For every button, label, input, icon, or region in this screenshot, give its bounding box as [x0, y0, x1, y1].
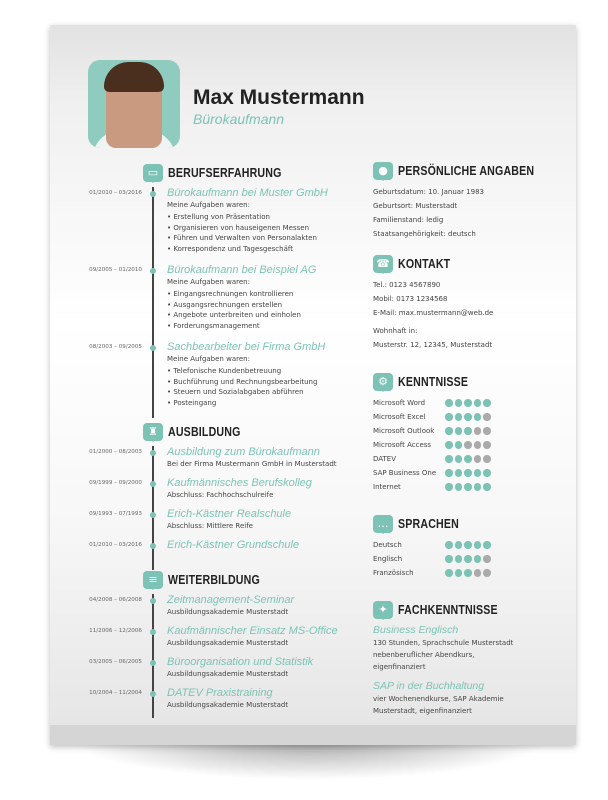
dot-filled: [474, 483, 482, 491]
timeline-entry: [50, 264, 350, 341]
expertise-line: vier Wochenendkurse, SAP Akademie: [373, 695, 504, 703]
section-title: PERSÖNLICHE ANGABEN: [398, 164, 535, 178]
lightbulb-icon: ✦: [373, 601, 393, 619]
section-header: [373, 254, 573, 274]
telephone-icon: ☎: [373, 255, 393, 273]
dot-filled: [474, 413, 482, 421]
entry-subtitle: Bei der Firma Mustermann GmbH in Musterstadt: [167, 460, 337, 468]
timeline-entry: [50, 508, 350, 539]
dot-filled: [455, 399, 463, 407]
expertise-title: Business Englisch: [373, 624, 459, 636]
dot-filled: [455, 413, 463, 421]
timeline-entry: [50, 477, 350, 508]
entry-date: 09/1999 – 09/2000: [89, 480, 142, 486]
rating-name: Microsoft Access: [373, 441, 432, 449]
dot-filled: [455, 455, 463, 463]
dot-filled: [445, 441, 453, 449]
candidate-role: Bürokaufmann: [193, 111, 285, 127]
section-education: [50, 422, 350, 570]
rating-dots: [445, 399, 491, 407]
expertise-line: Musterstadt, eigenfinanziert: [373, 707, 472, 715]
dot-filled: [445, 555, 453, 563]
profile-photo: [88, 60, 180, 148]
section-title: SPRACHEN: [398, 517, 459, 531]
entry-subtitle: Ausbildungsakademie Musterstadt: [167, 639, 289, 647]
rating-dots: [445, 541, 491, 549]
dot-empty: [483, 569, 491, 577]
entry-subtitle: Meine Aufgaben waren:: [167, 355, 250, 363]
entry-date: 09/1993 – 07/1993: [89, 511, 142, 517]
page-shadow: [70, 740, 550, 780]
entry-subtitle: Meine Aufgaben waren:: [167, 278, 250, 286]
timeline: [50, 594, 350, 718]
timeline-dot: [150, 598, 156, 604]
expertise-title: SAP in der Buchhaltung: [373, 680, 485, 692]
dot-filled: [464, 469, 472, 477]
rating-row: [373, 452, 573, 466]
address: Musterstr. 12, 12345, Musterstadt: [373, 341, 493, 349]
dot-filled: [464, 427, 472, 435]
dot-filled: [464, 399, 472, 407]
dot-filled: [445, 427, 453, 435]
dot-filled: [464, 413, 472, 421]
task-item: • Steuern und Sozialabgaben abführen: [167, 387, 350, 398]
section-contact: [373, 254, 573, 352]
dot-filled: [445, 413, 453, 421]
entry-date: 04/2008 – 06/2008: [89, 597, 142, 603]
info-line: Geburtsdatum: 10. Januar 1983: [373, 188, 484, 196]
timeline-dot: [150, 543, 156, 549]
graduation-cap-icon: ♜: [143, 423, 163, 441]
dot-empty: [464, 441, 472, 449]
section-title: FACHKENNTNISSE: [398, 603, 498, 617]
rating-row: [373, 466, 573, 480]
timeline-entry: [50, 687, 350, 718]
task-item: • Führen und Verwalten von Personalakten: [167, 233, 350, 244]
expertise-line: nebenberuflicher Abendkurs,: [373, 651, 475, 659]
entry-date: 01/2000 – 08/2003: [89, 449, 142, 455]
dot-filled: [474, 399, 482, 407]
dot-filled: [483, 399, 491, 407]
section-title: KONTAKT: [398, 257, 451, 271]
dot-filled: [483, 469, 491, 477]
entry-date: 10/2004 – 11/2004: [89, 690, 142, 696]
section-title: WEITERBILDUNG: [168, 573, 260, 587]
section-training: [50, 570, 350, 718]
rating-dots: [445, 469, 491, 477]
dot-filled: [455, 555, 463, 563]
timeline-dot: [150, 691, 156, 697]
dot-empty: [483, 427, 491, 435]
task-item: • Eingangsrechnungen kontrollieren: [167, 289, 350, 300]
task-item: • Telefonische Kundenbetreuung: [167, 366, 350, 377]
rating-name: Microsoft Outlook: [373, 427, 435, 435]
timeline-dot: [150, 191, 156, 197]
entry-title: DATEV Praxistraining: [167, 687, 273, 699]
section-header: [143, 570, 350, 590]
section-header: [373, 600, 573, 620]
rating-row: [373, 566, 573, 580]
dot-filled: [464, 483, 472, 491]
rating-row: [373, 538, 573, 552]
info-line: Mobil: 0173 1234568: [373, 295, 448, 303]
section-header: [143, 422, 350, 442]
timeline-entry: [50, 539, 350, 570]
entry-title: Ausbildung zum Bürokaufmann: [167, 446, 320, 458]
task-item: • Ausgangsrechnungen erstellen: [167, 300, 350, 311]
dot-filled: [464, 541, 472, 549]
task-item: • Angebote unterbreiten und einholen: [167, 310, 350, 321]
dot-filled: [483, 541, 491, 549]
expertise-item: [373, 624, 573, 673]
entry-date: 11/2006 – 12/2006: [89, 628, 142, 634]
rating-name: Internet: [373, 483, 401, 491]
dot-filled: [455, 569, 463, 577]
rating-row: [373, 424, 573, 438]
entry-subtitle: Ausbildungsakademie Musterstadt: [167, 608, 289, 616]
entry-subtitle: Ausbildungsakademie Musterstadt: [167, 701, 289, 709]
entry-title: Erich-Kästner Realschule: [167, 508, 292, 520]
dot-filled: [445, 455, 453, 463]
dot-filled: [455, 469, 463, 477]
timeline-dot: [150, 481, 156, 487]
rating-dots: [445, 441, 491, 449]
dot-filled: [455, 483, 463, 491]
timeline-dot: [150, 450, 156, 456]
rating-dots: [445, 483, 491, 491]
dot-filled: [474, 469, 482, 477]
dot-filled: [464, 555, 472, 563]
dot-filled: [464, 569, 472, 577]
dot-empty: [474, 427, 482, 435]
entry-subtitle: Abschluss: Mittlere Reife: [167, 522, 253, 530]
timeline-entry: [50, 187, 350, 264]
rating-list: [373, 538, 573, 580]
books-icon: ≡: [143, 571, 163, 589]
section-experience: [50, 163, 350, 418]
dot-filled: [445, 483, 453, 491]
rating-name: Englisch: [373, 555, 403, 563]
dot-filled: [455, 427, 463, 435]
entry-title: Zeitmanagement-Seminar: [167, 594, 295, 606]
timeline-dot: [150, 629, 156, 635]
rating-name: DATEV: [373, 455, 396, 463]
address-label: Wohnhaft in:: [373, 327, 418, 335]
dot-empty: [483, 455, 491, 463]
candidate-name: Max Mustermann: [193, 86, 365, 109]
dot-filled: [455, 441, 463, 449]
entry-title: Erich-Kästner Grundschule: [167, 539, 300, 551]
entry-date: 01/2010 – 03/2016: [89, 190, 142, 196]
section-header: [373, 161, 573, 181]
section-skills: [373, 372, 573, 494]
rating-row: [373, 438, 573, 452]
rating-name: Microsoft Word: [373, 399, 426, 407]
dot-empty: [474, 455, 482, 463]
section-header: [373, 372, 573, 392]
entry-subtitle: Abschluss: Fachhochschulreife: [167, 491, 274, 499]
info-line: Staatsangehörigkeit: deutsch: [373, 230, 476, 238]
timeline-entry: [50, 446, 350, 477]
timeline-entry: [50, 656, 350, 687]
expertise-line: eigenfinanziert: [373, 663, 426, 671]
dot-empty: [483, 413, 491, 421]
info-line: Familienstand: ledig: [373, 216, 444, 224]
dot-empty: [483, 441, 491, 449]
section-title: BERUFSERFAHRUNG: [168, 166, 282, 180]
speech-bubble-icon: …: [373, 515, 393, 533]
info-line: E-Mail: max.mustermann@web.de: [373, 309, 494, 317]
rating-list: [373, 396, 573, 494]
dot-filled: [455, 541, 463, 549]
rating-dots: [445, 413, 491, 421]
timeline-entry: [50, 594, 350, 625]
footer-bar: [50, 725, 576, 745]
task-list: [167, 212, 350, 254]
expertise-line: 130 Stunden, Sprachschule Musterstadt: [373, 639, 514, 647]
entry-title: Bürokaufmann bei Muster GmbH: [167, 187, 328, 199]
entry-date: 08/2003 – 09/2005: [89, 344, 142, 350]
entry-date: 03/2005 – 06/2005: [89, 659, 142, 665]
task-item: • Buchführung und Rechnungsbearbeitung: [167, 377, 350, 388]
dot-filled: [445, 399, 453, 407]
rating-dots: [445, 455, 491, 463]
entry-title: Büroorganisation und Statistik: [167, 656, 314, 668]
rating-name: Microsoft Excel: [373, 413, 426, 421]
rating-row: [373, 552, 573, 566]
task-item: • Forderungsmanagement: [167, 321, 350, 332]
dot-empty: [483, 555, 491, 563]
rating-dots: [445, 427, 491, 435]
entry-title: Kaufmännischer Einsatz MS-Office: [167, 625, 338, 637]
section-languages: [373, 514, 573, 580]
rating-row: [373, 480, 573, 494]
task-item: • Erstellung von Präsentation: [167, 212, 350, 223]
task-item: • Organisieren von hauseigenen Messen: [167, 223, 350, 234]
section-expertise: [373, 600, 573, 717]
entry-title: Bürokaufmann bei Beispiel AG: [167, 264, 317, 276]
timeline-dot: [150, 660, 156, 666]
rating-name: SAP Business One: [373, 469, 437, 477]
timeline-dot: [150, 512, 156, 518]
dot-empty: [474, 569, 482, 577]
rating-dots: [445, 569, 491, 577]
section-header: [373, 514, 573, 534]
task-item: • Korrespondenz und Tagesgeschäft: [167, 244, 350, 255]
timeline-entry: [50, 625, 350, 656]
expertise-item: [373, 680, 573, 717]
timeline: [50, 187, 350, 418]
timeline-dot: [150, 268, 156, 274]
briefcase-icon: ▭: [143, 164, 163, 182]
entry-title: Kaufmännisches Berufskolleg: [167, 477, 312, 489]
gears-icon: ⚙: [373, 373, 393, 391]
entry-date: 01/2010 – 03/2016: [89, 542, 142, 548]
timeline-dot: [150, 345, 156, 351]
dot-filled: [474, 555, 482, 563]
timeline-entry: [50, 341, 350, 418]
task-item: • Posteingang: [167, 398, 350, 409]
entry-subtitle: Ausbildungsakademie Musterstadt: [167, 670, 289, 678]
info-line: Tel.: 0123 4567890: [373, 281, 441, 289]
entry-title: Sachbearbeiter bei Firma GmbH: [167, 341, 326, 353]
dot-filled: [483, 483, 491, 491]
section-personal: [373, 161, 573, 241]
info-lines: [373, 185, 573, 241]
entry-date: 09/2005 – 01/2010: [89, 267, 142, 273]
task-list: [167, 289, 350, 331]
dot-filled: [445, 541, 453, 549]
task-list: [167, 366, 350, 408]
entry-subtitle: Meine Aufgaben waren:: [167, 201, 250, 209]
rating-row: [373, 410, 573, 424]
rating-name: Französisch: [373, 569, 414, 577]
section-title: KENNTNISSE: [398, 375, 469, 389]
timeline: [50, 446, 350, 570]
rating-name: Deutsch: [373, 541, 402, 549]
section-header: [143, 163, 350, 183]
info-line: Geburtsort: Musterstadt: [373, 202, 458, 210]
rating-dots: [445, 555, 491, 563]
dot-filled: [445, 469, 453, 477]
info-lines: [373, 278, 573, 352]
rating-row: [373, 396, 573, 410]
dot-empty: [474, 441, 482, 449]
person-icon: ●: [373, 162, 393, 180]
dot-filled: [464, 455, 472, 463]
section-title: AUSBILDUNG: [168, 425, 241, 439]
dot-filled: [445, 569, 453, 577]
dot-filled: [474, 541, 482, 549]
